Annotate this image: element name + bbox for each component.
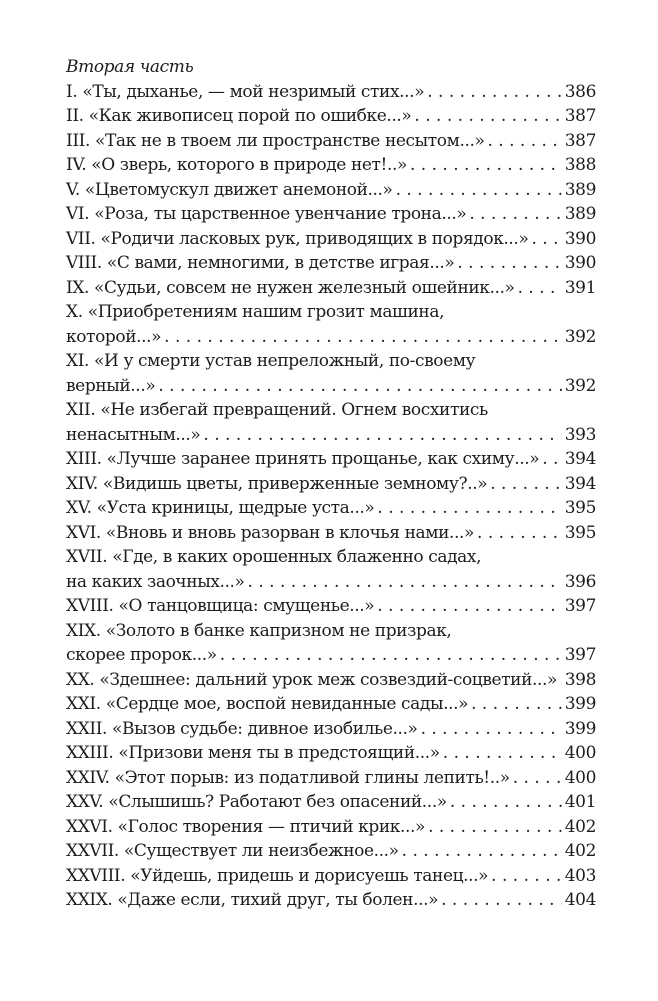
toc-entry-line	[66, 864, 596, 889]
toc-entry	[66, 888, 596, 913]
toc-entry	[66, 472, 596, 497]
toc-entry-title: XI. «И у смерти устав непреложный, по-своему	[66, 351, 476, 371]
page-number: 390	[564, 253, 596, 273]
toc-entry	[66, 619, 596, 668]
toc-entry-line	[66, 594, 596, 619]
toc-entry-line	[66, 815, 596, 840]
toc-entry-line	[66, 300, 596, 325]
leader-dots	[441, 888, 562, 913]
toc-entry-line	[66, 790, 596, 815]
page-number: 389	[564, 179, 596, 200]
toc-entry-title: ненасытным...»	[66, 424, 201, 445]
toc-entry	[66, 766, 596, 791]
leader-dots	[377, 496, 561, 521]
page-number: 397	[564, 596, 596, 616]
toc-entry-line	[66, 227, 596, 252]
toc-entry-title: XXII. «Вызов судьбе: дивное изобилье...»	[66, 718, 418, 739]
leader-dots	[396, 178, 562, 203]
page-number: 404	[564, 890, 596, 910]
toc-entry-title: II. «Как живописец порой по ошибке...»	[66, 106, 412, 126]
leader-dots	[469, 202, 561, 227]
toc-entry	[66, 104, 596, 129]
page-number: 387	[564, 106, 596, 126]
toc-entry-title: верный...»	[66, 375, 156, 396]
page-number: 399	[564, 718, 596, 739]
page-number: 386	[564, 81, 596, 102]
toc-entry-title: VI. «Роза, ты царственное увенчание трона...»	[66, 204, 467, 224]
page-number: 399	[564, 694, 596, 714]
toc-entry-line	[66, 129, 596, 154]
toc-entry-line	[66, 325, 596, 350]
leader-dots	[158, 374, 561, 399]
toc-entry-title: XII. «Не избегай превращений. Огнем восхитись	[66, 400, 488, 420]
leader-dots	[427, 80, 562, 105]
leader-dots	[487, 129, 561, 154]
toc-entry-title: XXVI. «Голос творения — птичий крик...»	[66, 816, 426, 837]
leader-dots	[428, 815, 562, 840]
toc-entry	[66, 227, 596, 252]
page-number: 403	[564, 865, 596, 886]
toc-entry	[66, 545, 596, 594]
leader-dots	[203, 423, 561, 448]
toc-entry	[66, 202, 596, 227]
leader-dots	[443, 741, 562, 766]
toc-entry-title: XXIII. «Призови меня ты в предстоящий...»	[66, 743, 440, 763]
leader-dots	[457, 251, 561, 276]
page-number: 400	[564, 767, 596, 788]
toc-entry	[66, 692, 596, 717]
toc-entry-title: X. «Приобретениям нашим грозит машина,	[66, 302, 445, 322]
toc-entry-line	[66, 717, 596, 742]
toc-entry-title: VII. «Родичи ласковых рук, приводящих в порядок...»	[66, 228, 529, 249]
toc-entry-title: XVIII. «О танцовщица: смущенье...»	[66, 596, 375, 616]
toc-entry	[66, 864, 596, 889]
table-of-contents	[66, 55, 596, 913]
toc-entry-title: которой...»	[66, 326, 162, 347]
page-number: 395	[564, 522, 596, 543]
toc-entry-line	[66, 619, 596, 644]
leader-dots	[414, 104, 561, 129]
leader-dots	[377, 594, 561, 619]
toc-entry-line	[66, 276, 596, 301]
toc-entry-title: XXVIII. «Уйдешь, придешь и дорисуешь танец...»	[66, 865, 489, 886]
toc-entry-line	[66, 80, 596, 105]
leader-dots	[220, 643, 562, 668]
toc-entry-title: IV. «О зверь, которого в природе нет!..»	[66, 155, 407, 175]
toc-entry-line	[66, 545, 596, 570]
toc-entry-line	[66, 643, 596, 668]
toc-entry	[66, 398, 596, 447]
toc-entry-title: V. «Цветомускул движет анемоной...»	[66, 179, 393, 200]
toc-entry	[66, 251, 596, 276]
toc-entry	[66, 178, 596, 203]
toc-entry-title: I. «Ты, дыханье, — мой незримый стих...»	[66, 81, 425, 102]
leader-dots	[490, 472, 562, 497]
toc-entry-line	[66, 741, 596, 766]
page-number: 395	[564, 498, 596, 518]
leader-dots	[450, 790, 562, 815]
toc-entry-line	[66, 447, 596, 472]
leader-dots	[421, 717, 562, 742]
toc-entry-title: XV. «Уста криницы, щедрые уста...»	[66, 498, 375, 518]
leader-dots	[491, 864, 562, 889]
page-number: 400	[564, 743, 596, 763]
leader-dots	[164, 325, 562, 350]
toc-entry	[66, 594, 596, 619]
leader-dots	[560, 668, 562, 693]
page-number: 401	[564, 792, 596, 812]
toc-entry-title: XXI. «Сердце мое, воспой невиданные сады...»	[66, 694, 469, 714]
page-number: 402	[564, 816, 596, 837]
page-number: 398	[564, 669, 596, 690]
toc-entry-line	[66, 251, 596, 276]
page-number: 388	[564, 155, 596, 175]
leader-dots	[471, 692, 562, 717]
toc-entry-line	[66, 570, 596, 595]
page-number: 393	[564, 424, 596, 445]
toc-entry-line	[66, 178, 596, 203]
toc-entry-title: XIII. «Лучше заранее принять прощанье, как схиму...»	[66, 449, 540, 469]
toc-entry-line	[66, 349, 596, 374]
toc-entry-line	[66, 374, 596, 399]
toc-entry-line	[66, 692, 596, 717]
toc-entry-title: III. «Так не в твоем ли пространстве несытом...»	[66, 130, 485, 151]
page-number: 394	[564, 449, 596, 469]
toc-entry-title: VIII. «С вами, немногими, в детстве играя...»	[66, 253, 455, 273]
toc-entry-title: XXIV. «Этот порыв: из податливой глины лепить!..»	[66, 767, 510, 788]
leader-dots	[402, 839, 562, 864]
leader-dots	[531, 227, 561, 252]
toc-entry	[66, 815, 596, 840]
toc-entries	[66, 80, 596, 913]
toc-entry	[66, 349, 596, 398]
toc-entry-title: на каких заочных...»	[66, 571, 245, 592]
toc-entry	[66, 447, 596, 472]
toc-entry	[66, 717, 596, 742]
toc-entry-title: XVI. «Вновь и вновь разорван в клочья нами...»	[66, 522, 475, 543]
page-number: 397	[564, 645, 596, 665]
toc-entry	[66, 521, 596, 546]
toc-entry-line	[66, 521, 596, 546]
leader-dots	[477, 521, 562, 546]
toc-entry-line	[66, 202, 596, 227]
leader-dots	[410, 153, 562, 178]
leader-dots	[542, 447, 562, 472]
toc-entry	[66, 129, 596, 154]
toc-entry-line	[66, 104, 596, 129]
leader-dots	[518, 276, 562, 301]
page-number: 402	[564, 841, 596, 861]
toc-entry	[66, 276, 596, 301]
page-number: 394	[564, 473, 596, 494]
toc-entry	[66, 80, 596, 105]
toc-entry-line	[66, 839, 596, 864]
toc-entry-line	[66, 398, 596, 423]
toc-entry-line	[66, 766, 596, 791]
toc-entry-line	[66, 668, 596, 693]
toc-entry	[66, 741, 596, 766]
toc-entry-line	[66, 153, 596, 178]
toc-entry-title: IX. «Судьи, совсем не нужен железный ошейник...»	[66, 277, 515, 298]
page-number: 390	[564, 228, 596, 249]
toc-entry	[66, 300, 596, 349]
toc-entry	[66, 790, 596, 815]
toc-entry-title: XXV. «Слышишь? Работают без опасений...»	[66, 792, 447, 812]
toc-entry-title: XIX. «Золото в банке капризном не призрак,	[66, 620, 452, 641]
page-number: 396	[564, 571, 596, 592]
leader-dots	[513, 766, 562, 791]
toc-entry	[66, 153, 596, 178]
toc-entry-title: XIV. «Видишь цветы, приверженные земному?..»	[66, 473, 488, 494]
toc-entry-title: XXVII. «Существует ли неизбежное...»	[66, 841, 399, 861]
toc-entry-line	[66, 496, 596, 521]
page-number: 387	[564, 130, 596, 151]
page-number: 391	[564, 277, 596, 298]
toc-entry	[66, 496, 596, 521]
toc-entry-line	[66, 888, 596, 913]
toc-entry-title: XVII. «Где, в каких орошенных блаженно садах,	[66, 547, 482, 567]
leader-dots	[248, 570, 562, 595]
page-number: 392	[564, 375, 596, 396]
toc-entry	[66, 839, 596, 864]
page-number: 389	[564, 204, 596, 224]
toc-entry-title: XXIX. «Даже если, тихий друг, ты болен...»	[66, 890, 439, 910]
toc-entry-title: скорее пророк...»	[66, 645, 217, 665]
toc-entry	[66, 668, 596, 693]
toc-entry-line	[66, 423, 596, 448]
toc-entry-line	[66, 472, 596, 497]
section-title: Вторая часть	[66, 57, 194, 77]
toc-entry-title: XX. «Здешнее: дальний урок меж созвездий-соцветий...»	[66, 669, 558, 690]
page-number: 392	[564, 326, 596, 347]
